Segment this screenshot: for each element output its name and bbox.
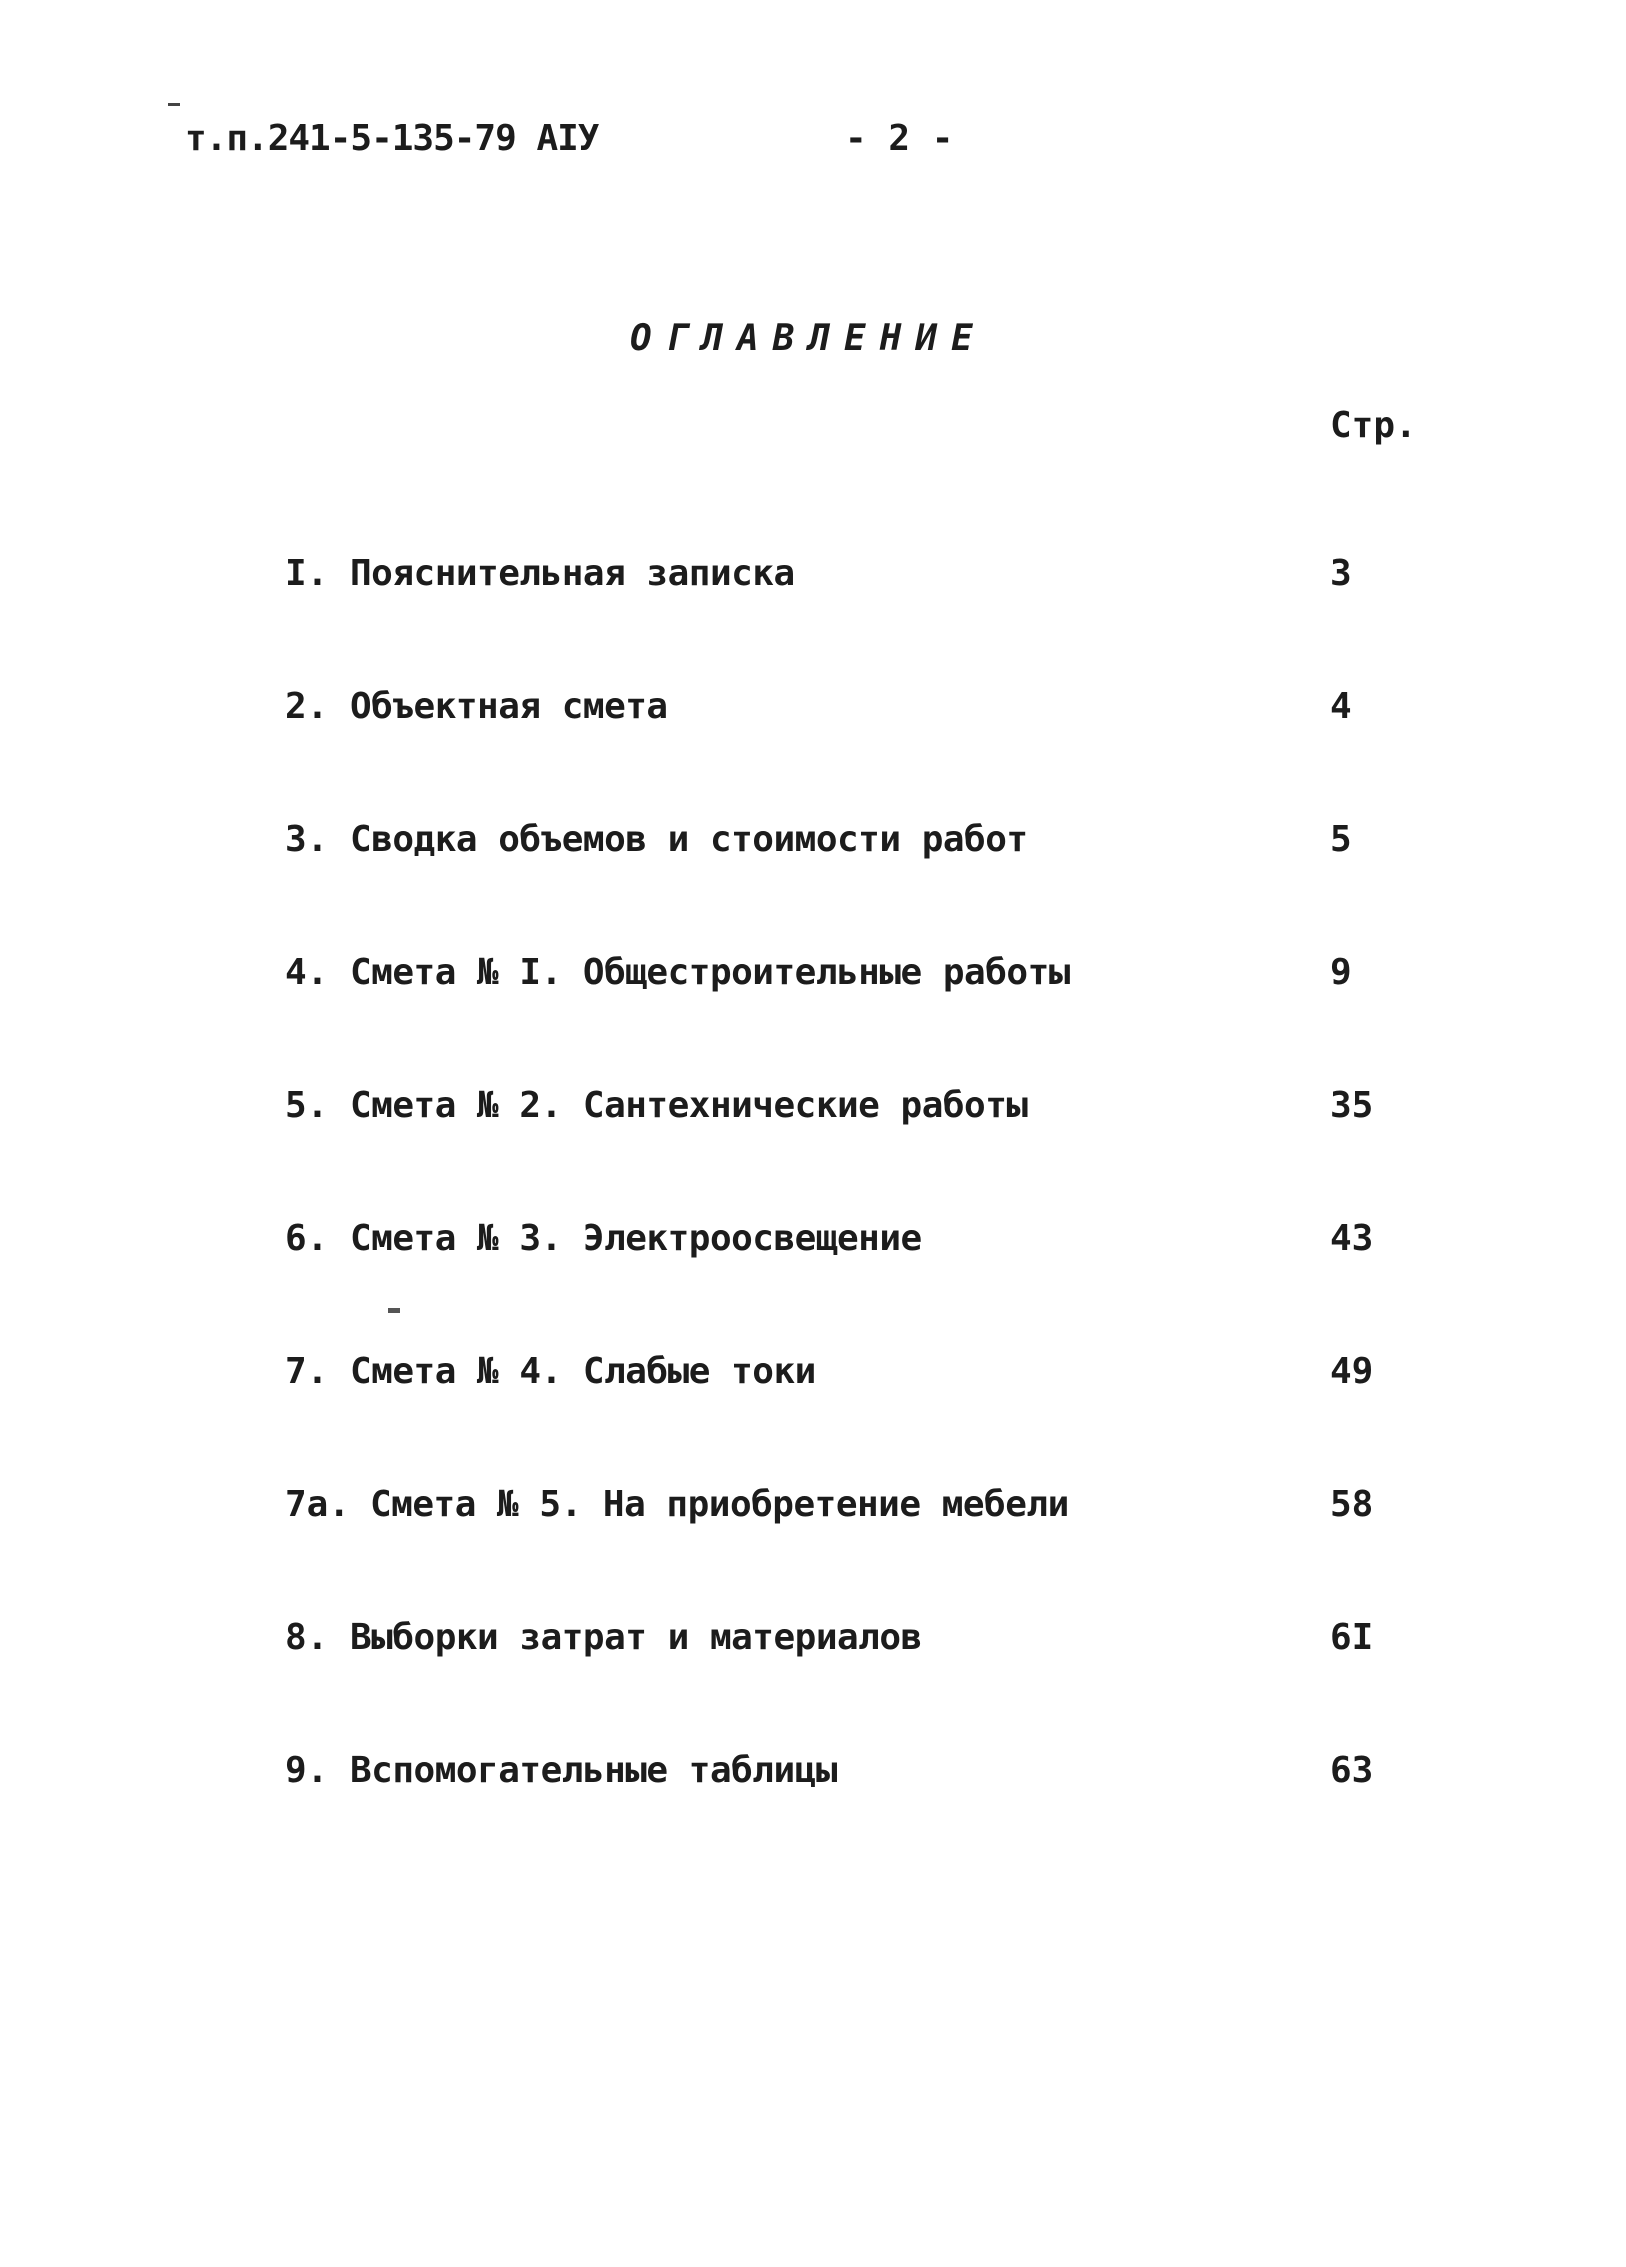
toc-item-page: 6I: [1330, 1617, 1374, 1658]
toc-item-title: Объектная смета: [350, 686, 668, 727]
toc-item-title: Смета № 4. Слабые токи: [350, 1351, 816, 1392]
toc-item-page: 9: [1330, 952, 1352, 993]
toc-item-page: 4: [1330, 686, 1352, 727]
toc-item-number: 6.: [285, 1218, 329, 1259]
toc-item-page: 49: [1330, 1351, 1374, 1392]
toc-item: [0, 686, 1626, 746]
toc-item: [0, 553, 1626, 613]
toc-item-number: 9.: [285, 1750, 329, 1791]
toc-item-page: 35: [1330, 1085, 1374, 1126]
toc-item: [0, 952, 1626, 1012]
toc-item: [0, 1750, 1626, 1810]
toc-item-number: 7.: [285, 1351, 329, 1392]
toc-item-number: 5.: [285, 1085, 329, 1126]
toc-item-number: I.: [285, 553, 329, 594]
page-number: - 2 -: [845, 118, 954, 159]
toc-item-number: 2.: [285, 686, 329, 727]
toc-item-title: Сводка объемов и стоимости работ: [350, 819, 1028, 860]
toc-item: [0, 1218, 1626, 1278]
toc-item-page: 3: [1330, 553, 1352, 594]
toc-item-title: Смета № I. Общестроительные работы: [350, 952, 1070, 993]
toc-item-page: 63: [1330, 1750, 1374, 1791]
toc-item-title: Смета № 5. На приобретение мебели: [370, 1484, 1069, 1525]
toc-title: ОГЛАВЛЕНИЕ: [630, 318, 987, 359]
toc-item: [0, 1484, 1626, 1544]
toc-item-number: 4.: [285, 952, 329, 993]
toc-item: [0, 1617, 1626, 1677]
toc-item-number: 7а.: [285, 1484, 351, 1525]
toc-item-number: 8.: [285, 1617, 329, 1658]
toc-item-title: Пояснительная записка: [350, 553, 795, 594]
document-code: т.п.241-5-135-79 АIУ: [185, 118, 599, 159]
toc-item: [0, 819, 1626, 879]
toc-item-page: 5: [1330, 819, 1352, 860]
page-column-header: Стр.: [1330, 405, 1417, 446]
toc-item: [0, 1351, 1626, 1411]
toc-item-page: 58: [1330, 1484, 1374, 1525]
toc-item-page: 43: [1330, 1218, 1374, 1259]
toc-item: [0, 1085, 1626, 1145]
toc-item-title: Выборки затрат и материалов: [350, 1617, 922, 1658]
toc-item-number: 3.: [285, 819, 329, 860]
toc-item-title: Вспомогательные таблицы: [350, 1750, 837, 1791]
toc-item-title: Смета № 2. Сантехнические работы: [350, 1085, 1028, 1126]
toc-item-title: Смета № 3. Электроосвещение: [350, 1218, 922, 1259]
